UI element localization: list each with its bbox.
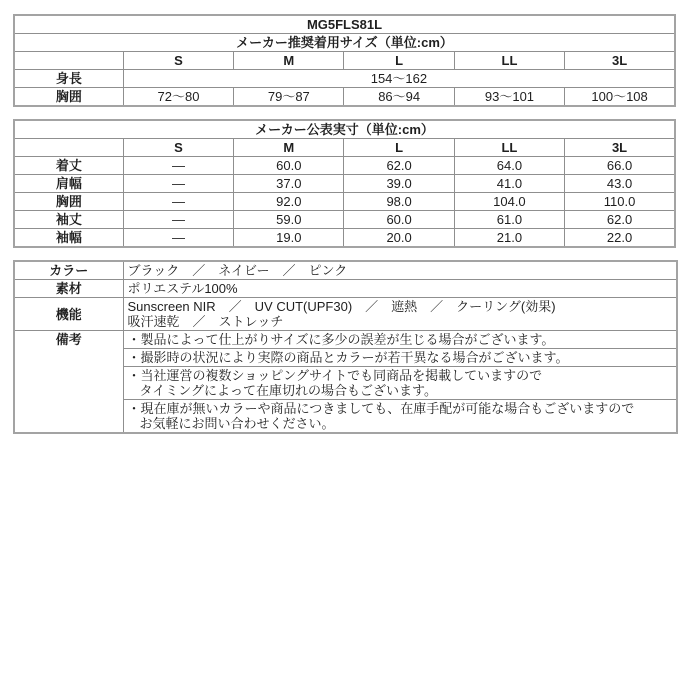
column-header-m: M [234,52,344,70]
note-4-line-1: ・現在庫が無いカラーや商品につきましても、在庫手配が可能な場合もございますので [127,401,635,416]
row-label-sleeve-width: 袖幅 [14,229,123,248]
chest-measured-row [14,193,675,211]
shoulder-width-row [14,175,675,193]
column-header-3l: 3L [565,139,675,157]
measured-size-table [13,119,676,248]
value-cell: ― [123,157,233,175]
recommended-size-table [13,14,676,107]
value-cell: 92.0 [234,193,344,211]
recommended-header-row [14,52,675,70]
value-cell: 110.0 [565,193,675,211]
value-cell: 21.0 [454,229,564,248]
value-cell: 98.0 [344,193,454,211]
value-cell: ― [123,229,233,248]
row-label-sleeve-length: 袖丈 [14,211,123,229]
note-item-2 [123,349,677,367]
height-value: 154～162 [123,70,675,88]
material-row [14,280,677,298]
value-cell: ― [123,211,233,229]
value-cell: 66.0 [565,157,675,175]
value-cell: 20.0 [344,229,454,248]
color-value: ブラック ／ ネイビー ／ ピンク [123,261,677,280]
product-details-table [13,260,678,434]
column-header-m: M [234,139,344,157]
value-cell: 43.0 [565,175,675,193]
chest-3l: 100～108 [565,88,675,107]
value-cell: 22.0 [565,229,675,248]
row-label-notes: 備考 [14,331,123,434]
note-item-3 [123,367,677,400]
chest-row [14,88,675,107]
note-3-line-1: ・当社運営の複数ショッピングサイトでも同商品を掲載していますので [127,368,543,383]
body-length-row [14,157,675,175]
row-label-color: カラー [14,261,123,280]
features-value [123,298,677,331]
material-value: ポリエステル100% [123,280,677,298]
value-cell: 59.0 [234,211,344,229]
note-item-4 [123,400,677,434]
recommended-title-row [14,34,675,52]
chest-m: 79～87 [234,88,344,107]
value-cell: 64.0 [454,157,564,175]
value-cell: 39.0 [344,175,454,193]
column-header-s: S [123,139,233,157]
note-1-line-1: ・製品によって仕上がりサイズに多少の誤差が生じる場合がございます。 [127,332,555,347]
features-row [14,298,677,331]
note-3-line-2: タイミングによって在庫切れの場合もございます。 [139,383,437,398]
value-cell: 62.0 [344,157,454,175]
row-label-features: 機能 [14,298,123,331]
recommended-table-title: メーカー推奨着用サイズ（単位:cm） [14,34,675,52]
measured-title-row [14,120,675,139]
row-label-chest: 胸囲 [14,88,123,107]
row-label-material: 素材 [14,280,123,298]
sleeve-length-row [14,211,675,229]
value-cell: 60.0 [234,157,344,175]
value-cell: ― [123,175,233,193]
row-label-height: 身長 [14,70,123,88]
chest-l: 86～94 [344,88,454,107]
measured-header-row [14,139,675,157]
column-header-ll: LL [454,139,564,157]
row-label-shoulder-width: 肩幅 [14,175,123,193]
sleeve-width-row [14,229,675,248]
features-line-1: Sunscreen NIR ／ UV CUT(UPF30) ／ 遮熱 ／ クーリング(効果) [127,299,556,314]
note-2-line-1: ・撮影時の状況により実際の商品とカラーが若干異なる場合がございます。 [127,350,569,365]
column-header-l: L [344,52,454,70]
features-line-2: 吸汗速乾 ／ ストレッチ [127,314,284,329]
value-cell: 61.0 [454,211,564,229]
notes-row-1 [14,331,677,349]
column-header-l: L [344,139,454,157]
chest-ll: 93～101 [454,88,564,107]
row-label-chest: 胸囲 [14,193,123,211]
product-code: MG5FLS81L [14,15,675,34]
value-cell: 62.0 [565,211,675,229]
value-cell: ― [123,193,233,211]
column-header-s: S [123,52,233,70]
column-header-ll: LL [454,52,564,70]
corner-cell [14,139,123,157]
height-row [14,70,675,88]
note-4-line-2: お気軽にお問い合わせください。 [139,416,335,431]
value-cell: 19.0 [234,229,344,248]
row-label-body-length: 着丈 [14,157,123,175]
value-cell: 37.0 [234,175,344,193]
note-item-1 [123,331,677,349]
value-cell: 104.0 [454,193,564,211]
value-cell: 41.0 [454,175,564,193]
corner-cell [14,52,123,70]
value-cell: 60.0 [344,211,454,229]
column-header-3l: 3L [565,52,675,70]
color-row [14,261,677,280]
measured-table-title: メーカー公表実寸（単位:cm） [14,120,675,139]
product-code-row [14,15,675,34]
chest-s: 72～80 [123,88,233,107]
